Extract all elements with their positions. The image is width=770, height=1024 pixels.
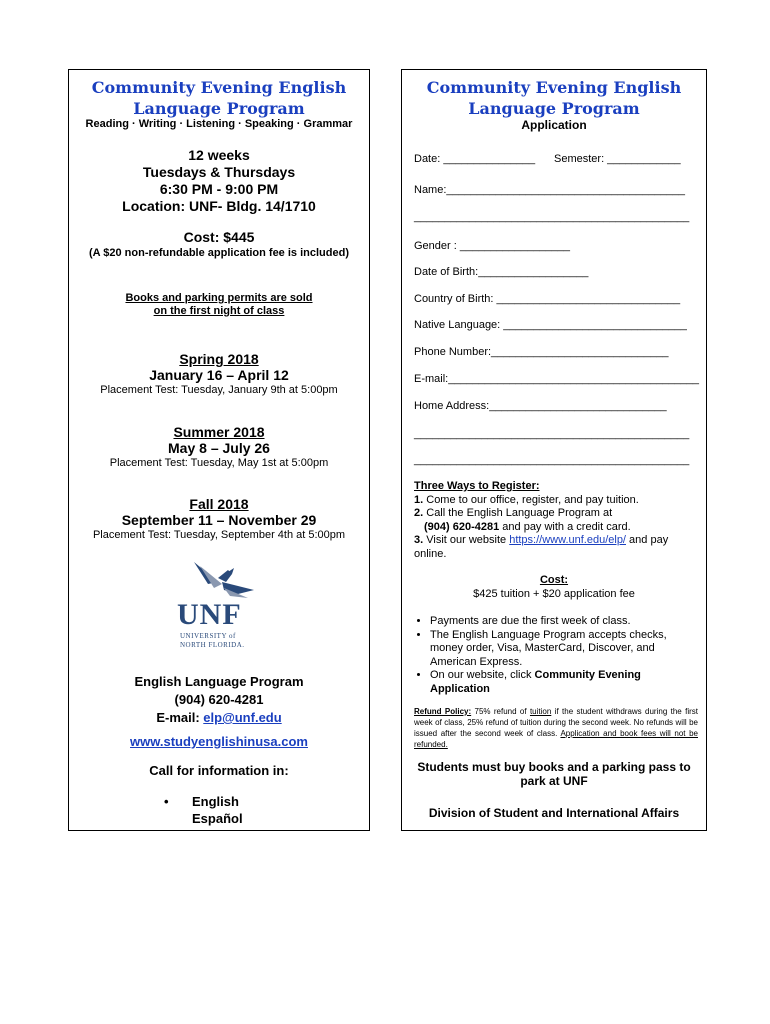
spring-section — [69, 351, 369, 396]
contact-email-line — [69, 709, 369, 727]
books-parking-note: Students must buy books and a parking pass to park at UNF — [417, 760, 691, 788]
cost-detail: $425 tuition + $20 application fee — [473, 588, 635, 600]
email-field[interactable]: E-mail:_________________________________________ — [414, 373, 700, 385]
schedule-block — [69, 147, 369, 215]
logo-text: UNF — [177, 598, 242, 631]
title-line-1: Community Evening English — [426, 78, 682, 97]
payment-bullets — [414, 615, 699, 696]
semester-field[interactable]: Semester: ____________ — [554, 153, 681, 165]
logo-sub-2: NORTH FLORIDA. — [180, 641, 245, 649]
name-field-line-2[interactable]: _____________________________________________ — [414, 211, 690, 223]
step-text: Visit our website — [426, 534, 510, 546]
website-link-row — [69, 734, 369, 749]
language-spanish: Español — [192, 811, 243, 826]
logo-subtext — [180, 632, 245, 650]
unf-logo — [174, 560, 264, 656]
application-title — [402, 77, 706, 119]
fall-title: Fall 2018 — [189, 496, 249, 512]
address-field-line-3[interactable]: _____________________________________________ — [414, 454, 690, 466]
step-number: 3. — [414, 534, 424, 546]
register-phone: (904) 620-4281 — [424, 520, 500, 533]
country-field[interactable]: Country of Birth: ______________________________ — [414, 293, 681, 305]
subtitle: Reading · Writing · Listening · Speaking · Grammar — [85, 118, 353, 130]
contact-name: English Language Program — [134, 674, 304, 689]
register-title: Three Ways to Register: — [414, 480, 540, 492]
refund-fees-note: Application and book fees will not be refunded. — [414, 729, 698, 749]
bullet-icon: • — [164, 794, 169, 809]
brochure-title — [69, 77, 369, 119]
title-line-1: Community Evening English — [91, 78, 347, 97]
gender-field[interactable]: Gender : __________________ — [414, 240, 570, 252]
days: Tuesdays & Thursdays — [142, 164, 296, 180]
refund-tuition: tuition — [529, 707, 552, 716]
register-step-2 — [414, 507, 696, 534]
cost-section — [402, 573, 706, 601]
step-text: Call the English Language Program at — [426, 507, 613, 519]
summer-placement-test: Placement Test: Tuesday, May 1st at 5:00pm — [109, 457, 329, 469]
step-number: 2. — [414, 507, 424, 519]
books-line-1: Books and parking permits are sold — [125, 292, 313, 304]
phone-field[interactable]: Phone Number:_____________________________ — [414, 346, 669, 358]
step-text-2: and pay online. — [414, 534, 669, 560]
brochure-panel — [68, 69, 370, 831]
languages-list — [164, 793, 243, 827]
register-step-3 — [414, 534, 696, 561]
contact-block — [69, 673, 369, 727]
fall-dates: September 11 – November 29 — [121, 512, 317, 528]
fall-section — [69, 496, 369, 541]
summer-section — [69, 424, 369, 469]
language-item — [164, 810, 243, 827]
website-link[interactable]: www.studyenglishinusa.com — [130, 734, 308, 749]
cost-note: (A $20 non-refundable application fee is included) — [89, 247, 349, 259]
spring-dates: January 16 – April 12 — [149, 367, 289, 383]
register-section — [414, 480, 696, 561]
logo-sub-1: UNIVERSITY of — [180, 632, 236, 640]
email-link[interactable]: elp@unf.edu — [203, 710, 282, 725]
summer-dates: May 8 – July 26 — [168, 440, 270, 456]
spring-placement-test: Placement Test: Tuesday, January 9th at 5:00pm — [100, 384, 338, 396]
register-step-1 — [414, 494, 696, 508]
summer-title: Summer 2018 — [173, 424, 265, 440]
address-field-line-2[interactable]: _____________________________________________ — [414, 428, 690, 440]
bullet-bold: Community Evening Application — [430, 669, 641, 695]
title-line-2: Language Program — [133, 99, 305, 118]
name-field[interactable]: Name:_______________________________________ — [414, 184, 685, 196]
application-panel — [401, 69, 707, 831]
step-text: Come to our office, register, and pay tuition. — [426, 493, 639, 506]
bullet-item: • Payments are due the first week of class. — [430, 615, 699, 629]
cost: Cost: $445 — [183, 229, 255, 245]
bullet-item: • The English Language Program accepts checks, money order, Visa, MasterCard, Discover, and American Express. — [430, 629, 699, 670]
title-line-2: Language Program — [468, 99, 640, 118]
dob-field[interactable]: Date of Birth:__________________ — [414, 266, 589, 278]
native-language-field[interactable]: Native Language: ______________________________ — [414, 319, 687, 331]
location: Location: UNF- Bldg. 14/1710 — [122, 198, 316, 214]
refund-policy — [414, 706, 698, 750]
bullet-text: On our website, click — [430, 669, 535, 681]
refund-text: 75% refund of — [471, 707, 530, 716]
date-field[interactable]: Date: _______________ — [414, 153, 536, 165]
step-number: 1. — [414, 493, 424, 506]
language-item — [164, 793, 243, 810]
osprey-icon — [188, 560, 258, 602]
application-subtitle: Application — [521, 118, 587, 132]
books-line-2: on the first night of class — [153, 305, 285, 317]
email-label: E-mail: — [156, 710, 204, 725]
register-website-link[interactable]: https://www.unf.edu/elp/ — [509, 534, 626, 546]
contact-phone: (904) 620-4281 — [174, 692, 264, 707]
books-notice — [69, 292, 369, 318]
step-text-2: and pay with a credit card. — [499, 520, 631, 533]
refund-label: Refund Policy: — [414, 707, 472, 716]
bullet-item — [430, 669, 699, 696]
call-info: Call for information in: — [149, 763, 289, 778]
cost-title: Cost: — [539, 574, 569, 586]
spring-title: Spring 2018 — [179, 351, 259, 367]
address-field[interactable]: Home Address:_____________________________ — [414, 400, 667, 412]
time: 6:30 PM - 9:00 PM — [159, 181, 279, 197]
fall-placement-test: Placement Test: Tuesday, September 4th at 5:00pm — [92, 529, 346, 541]
language-english: English — [192, 794, 239, 809]
division-name: Division of Student and International Affairs — [428, 806, 680, 820]
weeks: 12 weeks — [188, 147, 250, 163]
refund-text-2: if the student withdraws during the first week of class, 25% refund of tuition during the second week. No refunds will be issued after the second week of class. — [414, 707, 698, 738]
